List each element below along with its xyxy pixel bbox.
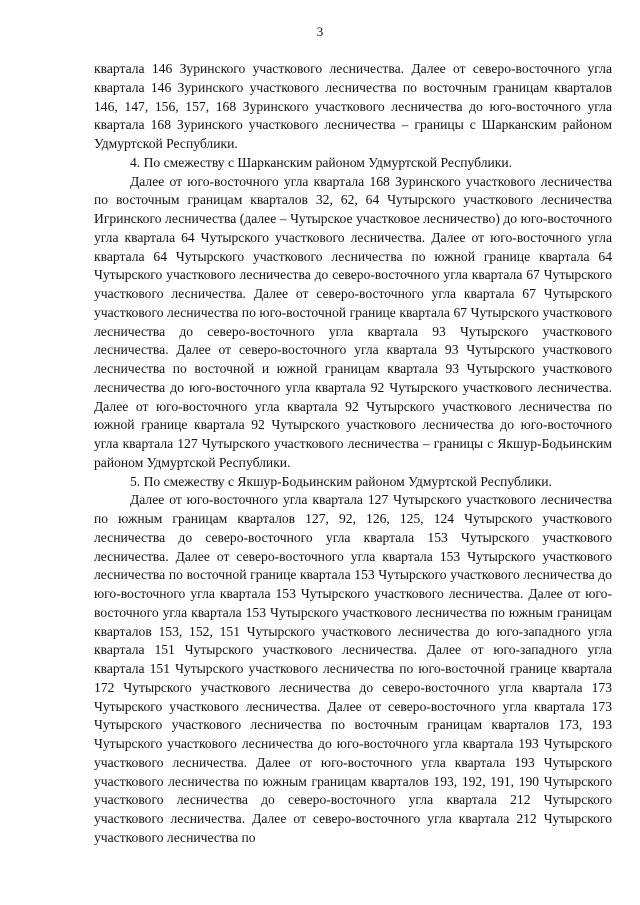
page-number: 3 [316, 24, 324, 39]
section-heading-5: 5. По смежеству с Якшур-Бодьинским районом Удмуртской Республики. [130, 473, 552, 489]
paragraph-section-4: Далее от юго-восточного угла квартала 168 Зуринского участкового лесничества по восточным границам кварталов 32, 62, 64 Чутырского участкового лесничества Игринского лесничества (далее – Чутырское участковое лесничество) до юго-восточного угла квартала 64 Чутырского участкового лесничества. Далее от юго-восточного угла квартала 64 Чутырского участкового лесничества по южной границе квартала 64 Чутырского участкового лесничества до северо-восточного угла квартала 67 Чутырского участкового лесничества. Далее от северо-восточного угла квартала 67 Чутырского участкового лесничества по юго-восточной границе квартала 67 Чутырского участкового лесничества до северо-восточного угла квартала 93 Чутырского участкового лесничества. Далее от северо-восточного угла квартала 93 Чутырского участкового лесничества по восточной и южной границам квартала 93 Чутырского участкового лесничества до юго-восточного угла квартала 92 Чутырского участкового лесничества. Далее от юго-восточного угла квартала 92 Чутырского участкового лесничества по южной границе квартала 92 Чутырского участкового лесничества до юго-восточного угла квартала 127 Чутырского участкового лесничества – границы с Якшур-Бодьинским районом Удмуртской Республики. [94, 173, 612, 470]
document-body [94, 60, 612, 848]
section-heading-4: 4. По смежеству с Шарканским районом Удмуртской Республики. [130, 154, 513, 170]
paragraph-section-5: Далее от юго-восточного угла квартала 127 Чутырского участкового лесничества по южным границам кварталов 127, 92, 126, 125, 124 Чутырского участкового лесничества до северо-восточного угла квартала 153 Чутырского участкового лесничества. Далее от северо-восточного угла квартала 153 Чутырского участкового лесничества по восточной границе квартала 153 Чутырского участкового лесничества до юго-восточного угла квартала 153 Чутырского участкового лесничества. Далее от юго-восточного угла квартала 153 Чутырского участкового лесничества по южным границам кварталов 153, 152, 151 Чутырского участкового лесничества до юго-западного угла квартала 151 Чутырского участкового лесничества. Далее от юго-западного угла квартала 151 Чутырского участкового лесничества по юго-восточной границе квартала 172 Чутырского участкового лесничества до северо-восточного угла квартала 173 Чутырского участкового лесничества. Далее от северо-восточного угла квартала 173 Чутырского участкового лесничества по восточным границам кварталов 173, 193 Чутырского участкового лесничества до юго-восточного угла квартала 193 Чутырского участкового лесничества. Далее от юго-восточного угла квартала 193 Чутырского участкового лесничества по южным границам кварталов 193, 192, 191, 190 Чутырского участкового лесничества до северо-восточного угла квартала 212 Чутырского участкового лесничества. Далее от северо-восточного угла квартала 212 Чутырского участкового лесничества по [94, 492, 612, 845]
paragraph-continuation: квартала 146 Зуринского участкового лесничества. Далее от северо-восточного угла квартала 146 Зуринского участкового лесничества по восточным границам кварталов 146, 147, 156, 157, 168 Зуринского участкового лесничества до юго-восточного угла квартала 168 Зуринского участкового лесничества – границы с Шарканским районом Удмуртской Республики. [94, 61, 612, 151]
